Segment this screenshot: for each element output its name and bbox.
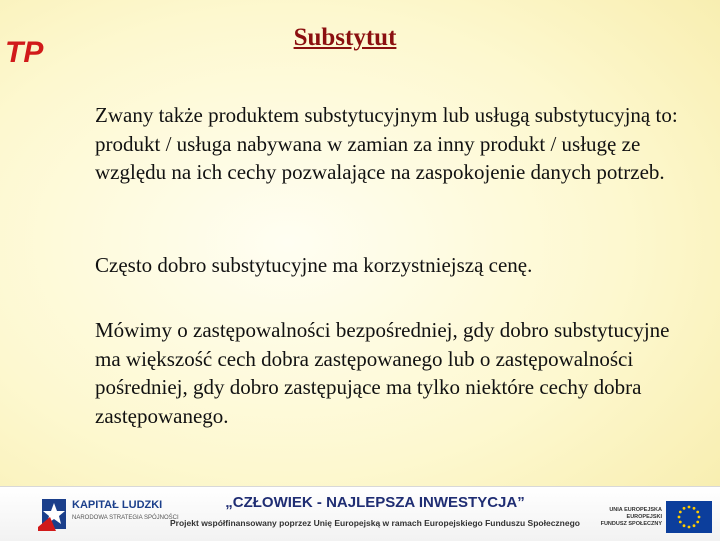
kapital-ludzki-title: KAPITAŁ LUDZKI [72,499,163,511]
paragraph-definition: Zwany także produktem substytucyjnym lub usługą substytucyjną to: produkt / usługa nabywana w zamian za inny produkt / usługę ze względu na ich cechy pozwalające na zaspokojenie danych potrzeb. [95,103,678,184]
eu-flag-icon [666,501,712,533]
paragraph-price: Często dobro substytucyjne ma korzystniejszą cenę. [95,253,533,277]
slogan: „CZŁOWIEK - NAJLEPSZA INWESTYCJA” [225,494,525,511]
paragraph-substitutability: Mówimy o zastępowalności bezpośredniej, gdy dobro substytucyjne ma większość cech dobra zastępowanego lub o zastępowalności pośredniej, gdy dobro zastępujące ma tylko niektóre cechy dobra zastępowanego. [95,318,670,428]
eu-label-line: FUNDUSZ SPOŁECZNY [600,521,662,527]
kapital-ludzki-logo [38,497,70,531]
slide-title: Substytut [293,24,397,51]
eu-label-line: EUROPEJSKI [626,514,662,520]
kapital-ludzki-subtitle: NARODOWA STRATEGIA SPÓJNOŚCI [72,515,179,521]
project-cofinancing-note: Projekt współfinansowany poprzez Unię Europejską w ramach Europejskiego Funduszu Społecznego [170,518,580,528]
tp-logo-text: TP [5,36,44,69]
eu-fund-label [598,507,662,528]
eu-label-line: UNIA EUROPEJSKA [609,507,662,513]
footer-banner [0,486,720,541]
